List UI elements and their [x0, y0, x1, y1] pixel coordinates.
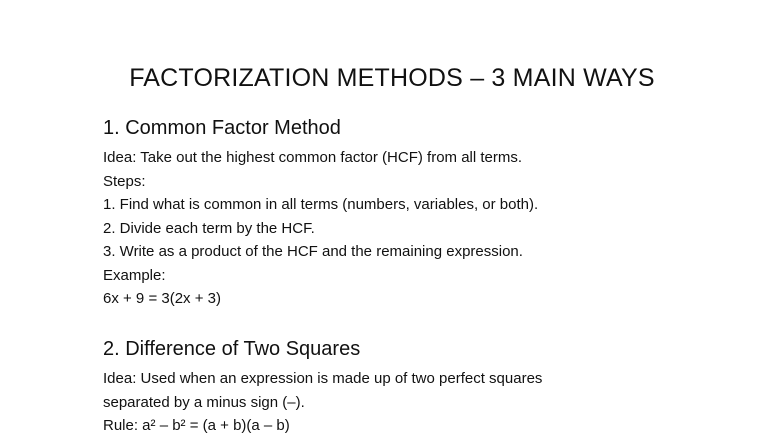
- section-common-factor: [103, 116, 743, 311]
- example-equation: 6x + 9 = 3(2x + 3): [103, 290, 221, 307]
- idea-line: Idea: Used when an expression is made up of two perfect squares: [103, 370, 543, 387]
- section-heading: 1. Common Factor Method: [103, 117, 341, 139]
- idea-line-continued: separated by a minus sign (–).: [103, 393, 305, 411]
- idea-line: Idea: Take out the highest common factor (HCF) from all terms.: [103, 149, 523, 166]
- step-line: 3. Write as a product of the HCF and the remaining expression.: [103, 243, 523, 260]
- section-heading: 2. Difference of Two Squares: [103, 338, 361, 360]
- step-line: 1. Find what is common in all terms (numbers, variables, or both).: [103, 196, 539, 213]
- rule-line: Rule: a² – b² = (a + b)(a – b): [103, 417, 290, 434]
- document-title: FACTORIZATION METHODS – 3 MAIN WAYS: [129, 64, 655, 92]
- section-difference-of-squares: [103, 337, 743, 438]
- step-line: 2. Divide each term by the HCF.: [103, 219, 315, 237]
- example-label: Example:: [103, 266, 166, 284]
- steps-label: Steps:: [103, 172, 146, 190]
